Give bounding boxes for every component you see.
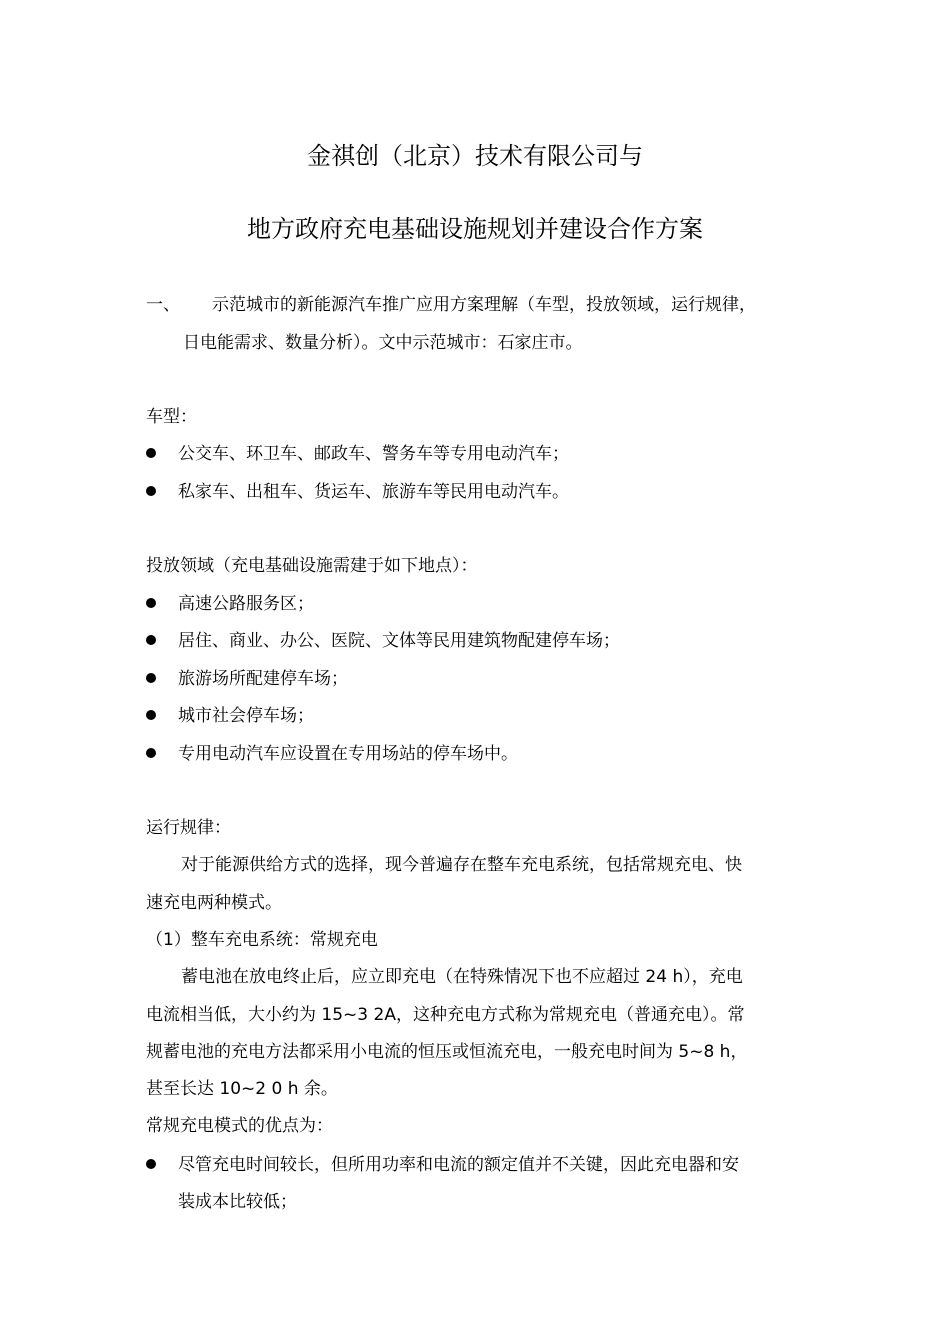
section-heading-line-2: 日电能需求、数量分析）。文中示范城市：石家庄市。 bbox=[183, 333, 583, 353]
paragraph-line: 对于能源供给方式的选择，现今普遍存在整车充电系统，包括常规充电、快 bbox=[181, 855, 742, 875]
paragraph-line: 甚至长达 10~2 0 h 余。 bbox=[146, 1079, 338, 1099]
bullet-icon bbox=[146, 710, 156, 720]
bullet-icon bbox=[146, 486, 156, 496]
deployment-heading: 投放领域（充电基础设施需建于如下地点）： bbox=[146, 556, 478, 576]
bullet-icon bbox=[146, 748, 156, 758]
paragraph-line: 速充电两种模式。 bbox=[146, 893, 282, 913]
operation-heading: 运行规律： bbox=[146, 818, 231, 838]
list-item: 高速公路服务区； bbox=[178, 594, 314, 614]
bullet-icon bbox=[146, 598, 156, 608]
section-number: 一、 bbox=[146, 295, 180, 315]
list-item: 私家车、出租车、货运车、旅游车等民用电动汽车。 bbox=[178, 482, 569, 502]
subsection-heading: （1）整车充电系统：常规充电 bbox=[146, 930, 378, 950]
bullet-icon bbox=[146, 635, 156, 645]
section-heading-line-1: 示范城市的新能源汽车推广应用方案理解（车型，投放领域，运行规律， bbox=[212, 295, 756, 315]
paragraph-line: 蓄电池在放电终止后，应立即充电（在特殊情况下也不应超过 24 h），充电 bbox=[181, 967, 743, 987]
document-title-line-2: 地方政府充电基础设施规划并建设合作方案 bbox=[247, 215, 703, 243]
list-item: 旅游场所配建停车场； bbox=[178, 669, 348, 689]
bullet-icon bbox=[146, 448, 156, 458]
list-item: 居住、商业、办公、医院、文体等民用建筑物配建停车场； bbox=[178, 631, 620, 651]
list-item: 专用电动汽车应设置在专用场站的停车场中。 bbox=[178, 744, 518, 764]
list-item: 公交车、环卫车、邮政车、警务车等专用电动汽车； bbox=[178, 444, 569, 464]
paragraph-line: 电流相当低，大小约为 15~3 2A，这种充电方式称为常规充电（普通充电）。常 bbox=[146, 1005, 745, 1025]
vehicle-types-heading: 车型： bbox=[146, 407, 197, 427]
paragraph-line: 规蓄电池的充电方法都采用小电流的恒压或恒流充电，一般充电时间为 5~8 h， bbox=[146, 1042, 748, 1062]
list-item: 城市社会停车场； bbox=[178, 706, 314, 726]
document-title-line-1: 金祺创（北京）技术有限公司与 bbox=[307, 142, 643, 170]
advantages-heading: 常规充电模式的优点为： bbox=[146, 1116, 333, 1136]
list-item-continuation: 装成本比较低； bbox=[178, 1192, 297, 1212]
bullet-icon bbox=[146, 1159, 156, 1169]
list-item: 尽管充电时间较长，但所用功率和电流的额定值并不关键，因此充电器和安 bbox=[178, 1155, 739, 1175]
bullet-icon bbox=[146, 673, 156, 683]
